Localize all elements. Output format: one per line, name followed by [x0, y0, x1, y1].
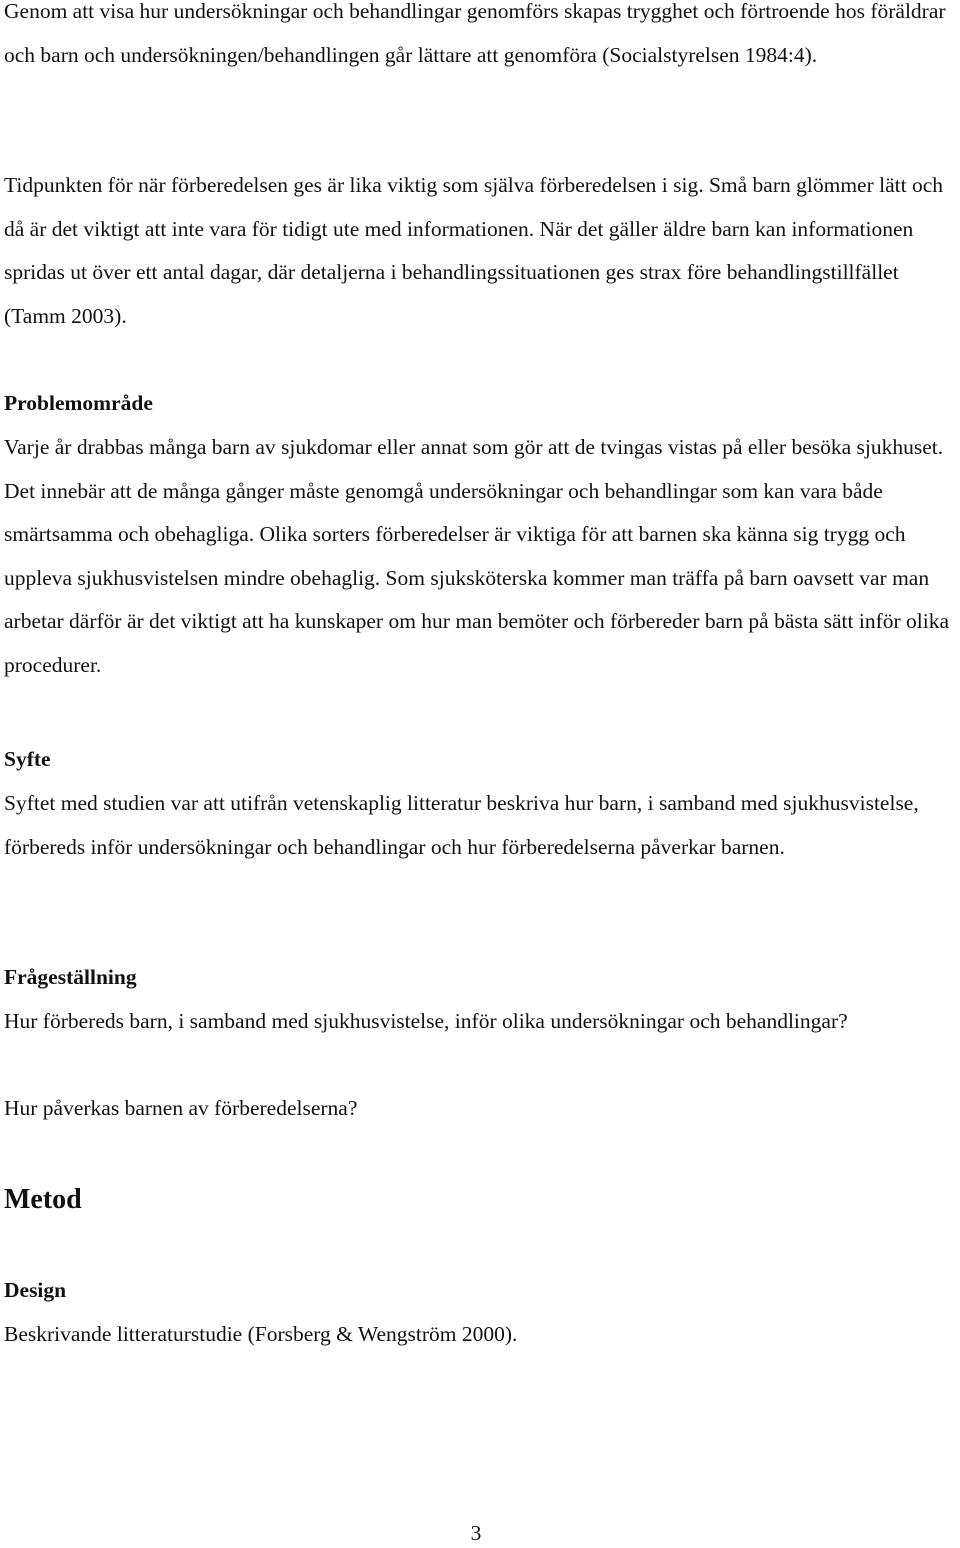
- heading-problemomrade: Problemområde: [4, 391, 153, 415]
- intro-paragraph-1: Genom att visa hur undersökningar och behandlingar genomförs skapas trygghet och förtroende hos föräldrar och barn och undersökningen/behandlingen går lättare att genomföra (Socialstyrelsen 1984:4).: [4, 0, 946, 67]
- fragestallning-question-1: Hur förbereds barn, i samband med sjukhusvistelse, inför olika undersökningar och behandlingar?: [4, 1009, 848, 1033]
- syfte-paragraph: Syftet med studien var att utifrån vetenskaplig litteratur beskriva hur barn, i samband med sjukhusvistelse, förbereds inför undersökningar och behandlingar och hur förberedelserna påverkar barnen.: [4, 791, 919, 859]
- heading-design: Design: [4, 1278, 67, 1302]
- intro-paragraph-2: Tidpunkten för när förberedelsen ges är lika viktig som själva förberedelsen i sig. Små barn glömmer lätt och då är det viktigt att inte vara för tidigt ute med informationen. När det gäller äldre barn kan informationen spridas ut över ett antal dagar, där detaljerna i behandlingssituationen ges strax före behandlingstillfället (Tamm 2003).: [4, 173, 943, 328]
- heading-syfte: Syfte: [4, 747, 51, 771]
- problem-paragraph: Varje år drabbas många barn av sjukdomar eller annat som gör att de tvingas vistas på eller besöka sjukhuset. Det innebär att de många gånger måste genomgå undersökningar och behandlingar som kan vara både smärtsamma och obehagliga. Olika sorters förberedelser är viktiga för att barnen ska känna sig trygg och uppleva sjukhusvistelsen mindre obehaglig. Som sjuksköterska kommer man träffa på barn oavsett var man arbetar därför är det viktigt att ha kunskaper om hur man bemöter och förbereder barn på bästa sätt inför olika procedurer.: [4, 435, 950, 677]
- fragestallning-question-2: Hur påverkas barnen av förberedelserna?: [4, 1096, 358, 1120]
- page-number: 3: [470, 1521, 482, 1545]
- design-paragraph: Beskrivande litteraturstudie (Forsberg & Wengström 2000).: [4, 1322, 518, 1346]
- heading-metod: Metod: [4, 1184, 82, 1215]
- heading-fragestallning: Frågeställning: [4, 965, 137, 989]
